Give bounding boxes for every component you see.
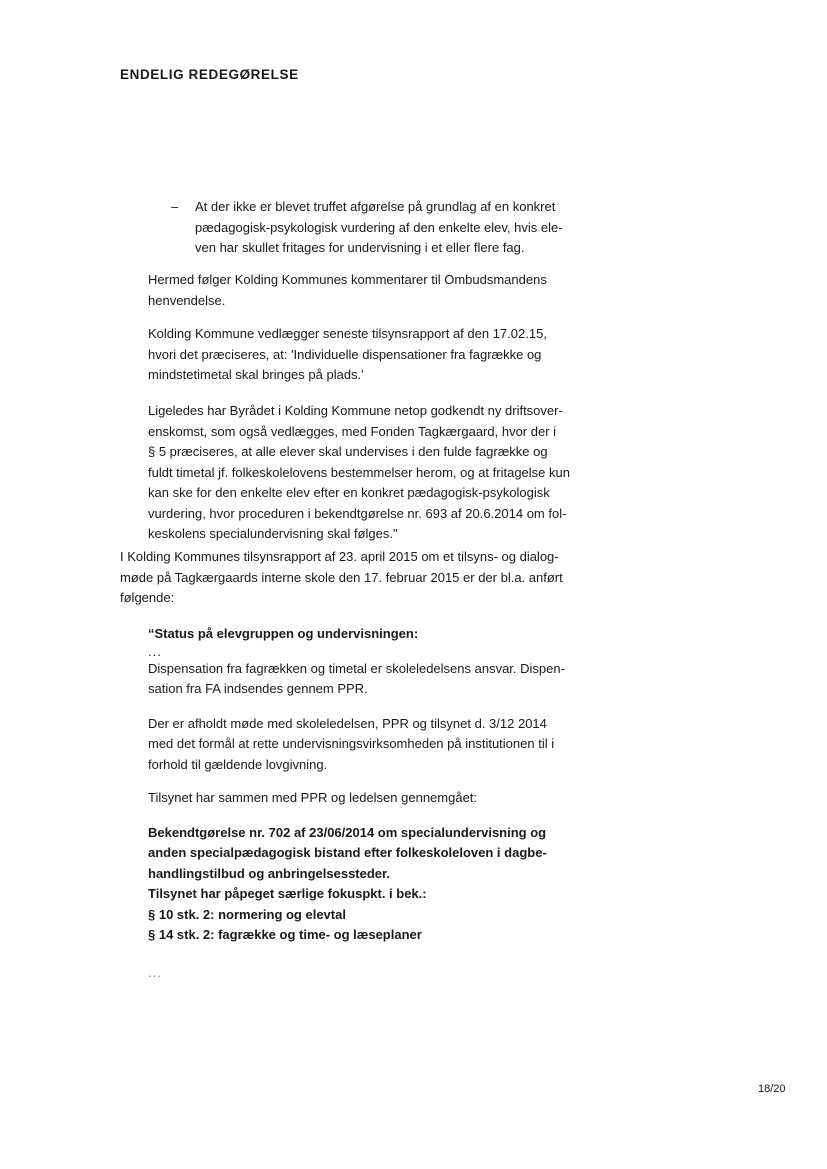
text-line: Tilsynet har sammen med PPR og ledelsen gennemgået: — [148, 790, 478, 805]
paragraph-driftsoverenskomst — [148, 401, 570, 545]
quote-heading: “Status på elevgruppen og undervisningen: — [148, 626, 419, 641]
bullet-item — [195, 197, 585, 259]
bullet-line: pædagogisk-psykologisk vurdering af den enkelte elev, hvis ele- — [195, 219, 563, 235]
text-line: keskolens specialundervisning skal følges." — [148, 526, 398, 541]
quoted-excerpt — [148, 624, 588, 980]
bold-line: anden specialpædagogisk bistand efter folkeskoleloven i dagbe- — [148, 845, 547, 860]
bullet-marker: – — [171, 199, 179, 214]
document-title: ENDELIG REDEGØRELSE — [120, 67, 299, 82]
text-line: Ligeledes har Byrådet i Kolding Kommune netop godkendt ny driftsover- — [148, 403, 563, 418]
text-line: § 5 præciseres, at alle elever skal undervises i den fulde fagrække og — [148, 444, 548, 459]
paragraph-tilsynsrapport-april — [120, 547, 563, 609]
bold-line: Bekendtgørelse nr. 702 af 23/06/2014 om specialundervisning og — [148, 824, 547, 840]
end-ellipsis: ... — [148, 964, 162, 980]
bold-line: handlingstilbud og anbringelsessteder. — [148, 865, 390, 881]
text-line: møde på Tagkærgaards interne skole den 17. februar 2015 er der bl.a. anført — [120, 569, 563, 585]
text-line: henvendelse. — [148, 292, 226, 308]
text-line: Kolding Kommune vedlægger seneste tilsynsrapport af den 17.02.15, — [148, 326, 547, 341]
text-line: Der er afholdt møde med skoleledelsen, PPR og tilsynet d. 3/12 2014 — [148, 715, 547, 731]
text-line: Hermed følger Kolding Kommunes kommentarer til Ombudsmandens — [148, 272, 547, 287]
bold-line: § 14 stk. 2: fagrække og time- og læseplaner — [148, 927, 422, 942]
bold-line: Tilsynet har påpeget særlige fokuspkt. i bek.: — [148, 886, 427, 901]
text-line: mindstetimetal skal bringes på plads.' — [148, 367, 364, 382]
text-line: enskomst, som også vedlægges, med Fonden Tagkærgaard, hvor der i — [148, 423, 557, 439]
paragraph-tilsynsrapport — [148, 324, 547, 386]
paragraph-commentary — [148, 270, 547, 311]
bold-line: § 10 stk. 2: normering og elevtal — [148, 906, 346, 922]
text-line: I Kolding Kommunes tilsynsrapport af 23. april 2015 om et tilsyns- og dialog- — [120, 549, 559, 564]
text-line: med det formål at rette undervisningsvirksomheden på institutionen til i — [148, 736, 555, 751]
page-number: 18/20 — [758, 1083, 786, 1095]
text-line: fuldt timetal jf. folkeskolelovens bestemmelser herom, og at fritagelse kun — [148, 464, 570, 480]
text-line: kan ske for den enkelte elev efter en konkret pædagogisk-psykologisk — [148, 485, 550, 500]
text-line: Dispensation fra fagrækken og timetal er skoleledelsens ansvar. Dispen- — [148, 660, 565, 676]
text-line: følgende: — [120, 590, 175, 605]
bullet-line: ven har skullet fritages for undervisning i et eller flere fag. — [195, 240, 525, 255]
text-line: vurdering, hvor proceduren i bekendtgørelse nr. 693 af 20.6.2014 om fol- — [148, 505, 567, 521]
text-line: forhold til gældende lovgivning. — [148, 756, 328, 772]
text-line: sation fra FA indsendes gennem PPR. — [148, 681, 368, 696]
bullet-line: At der ikke er blevet truffet afgørelse på grundlag af en konkret — [195, 199, 556, 214]
text-line: hvori det præciseres, at: 'Individuelle dispensationer fra fagrække og — [148, 346, 542, 362]
quote-ellipsis: ... — [148, 643, 162, 659]
